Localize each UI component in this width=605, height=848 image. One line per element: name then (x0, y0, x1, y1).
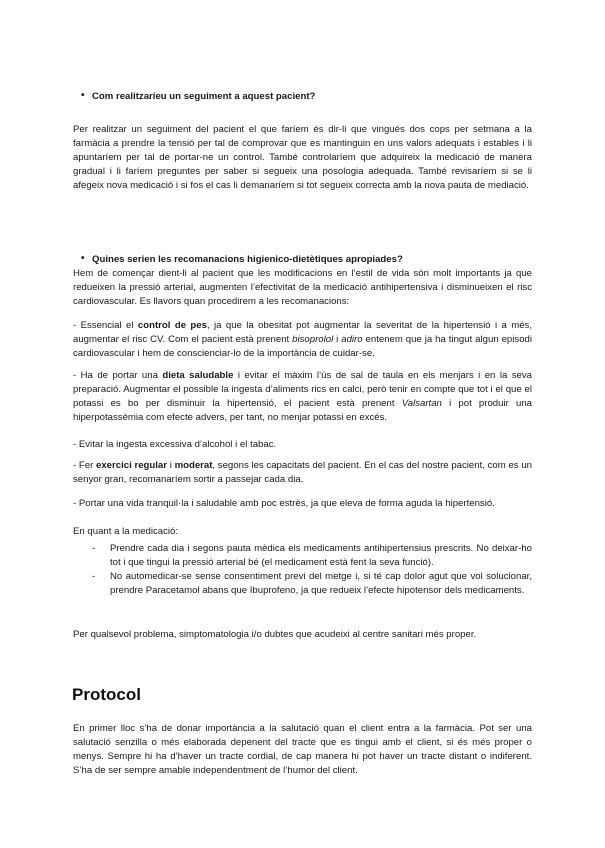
medication-item: - No automedicar-se sense consentiment previ del metge i, si té cap dolor agut que vol solucionar, prendre Paracetamol abans que Ibuprofeno, ja que redueix l’efecte hipotensor dels medicaments. (92, 571, 532, 596)
medication-intro: En quant a la medicació: (73, 526, 179, 537)
closing-paragraph: Per qualsevol problema, simptomatologia i/o dubtes que acudeixi al centre sanitari més proper. (73, 629, 477, 640)
question-followup: • Com realitzarieu un seguiment a aquest pacient? (81, 90, 316, 102)
question-recommendations: • Quines serien les recomanacions higienico-dietètiques apropiades? (81, 253, 403, 265)
paragraph-followup: Per realitzar un seguiment del pacient el que faríem és dir-li que vingués dos cops per setmana a la farmàcia a prendre la tensió per tal de comprovar que es mantinguin en uns valors adequats i estables i li apuntaríem per tal de portar-ne un control. També controlaríem que adquireix la medicació de manera gradual i li faríem preguntes per saber si segueix una posologia adequada. També revisaríem si se li afegeix nova medicació i si fos el cas li demanaríem si tot segueix correcta amb la nova pauta de mediació. (73, 124, 532, 191)
recommendation-alcohol: - Evitar la ingesta excessiva d’alcohol i el tabac. (73, 439, 277, 450)
section-heading-protocol: Protocol (72, 685, 141, 704)
recommendation-exercise: - Fer exercici regular i moderat, segons les capacitats del pacient. En el cas del nostre pacient, com es un senyor gran, recomanaríem sortir a passejar cada dia. (73, 460, 532, 485)
bullet-icon: • (81, 90, 85, 101)
paragraph-recommendations-intro: Hem de començar dient-li al pacient que les modificacions en l’estil de vida són molt importants ja que redueixen la pressió arterial, augmenten l’efectivitat de la medicació antihipertensiva i disminueixen el risc cardiovascular. Es llavors quan procedirem a les recomanacions: (73, 268, 532, 307)
recommendation-lifestyle: - Portar una vida tranquil·la i saludable amb poc estrès, ja que eleva de forma aguda la hipertensió. (73, 498, 495, 509)
medication-item: - Prendre cada dia i segons pauta mèdica els medicaments antihipertensius prescrits. No deixar-ho tot i que tingui la pressió arterial bé (el medicament està fent la seva funció). (92, 543, 532, 568)
recommendation-weight: - Essencial el control de pes, ja que la obesitat pot augmentar la severitat de la hipertensió i a més, augmentar el risc CV. Com el pacient està prenent bisoprolol i adiro entenem que ja ha tingut algun episodi cardiovascular i hem de conscienciar-lo de la importància de cuidar-se. (73, 320, 533, 359)
protocol-paragraph: En primer lloc s’ha de donar importància a la salutació quan el client entra a la farmàcia. Pot ser una salutació senzilla o més elaborada depenent del tracte que es tingui amb el client, si és més proper o menys. Sempre hi ha d’haver un tracte cordial, de cap manera hi pot haver un tracte distant o indiferent. S’ha de ser sempre amable independentment de l’humor del client. (73, 723, 532, 776)
recommendation-diet: - Ha de portar una dieta saludable i evitar el màxim l’ús de sal de taula en els menjars i en la seva preparació. Augmentar el possible la ingesta d’aliments rics en calci, però tenir en compte que tot i el que el potassi es bo per disminuir la hipertensió, el pacient està prenent Valsartan i pot produir una hiperpotassèmia com efecte advers, per tant, no menjar potassi en excés. (73, 370, 532, 423)
bullet-icon: • (81, 253, 85, 264)
